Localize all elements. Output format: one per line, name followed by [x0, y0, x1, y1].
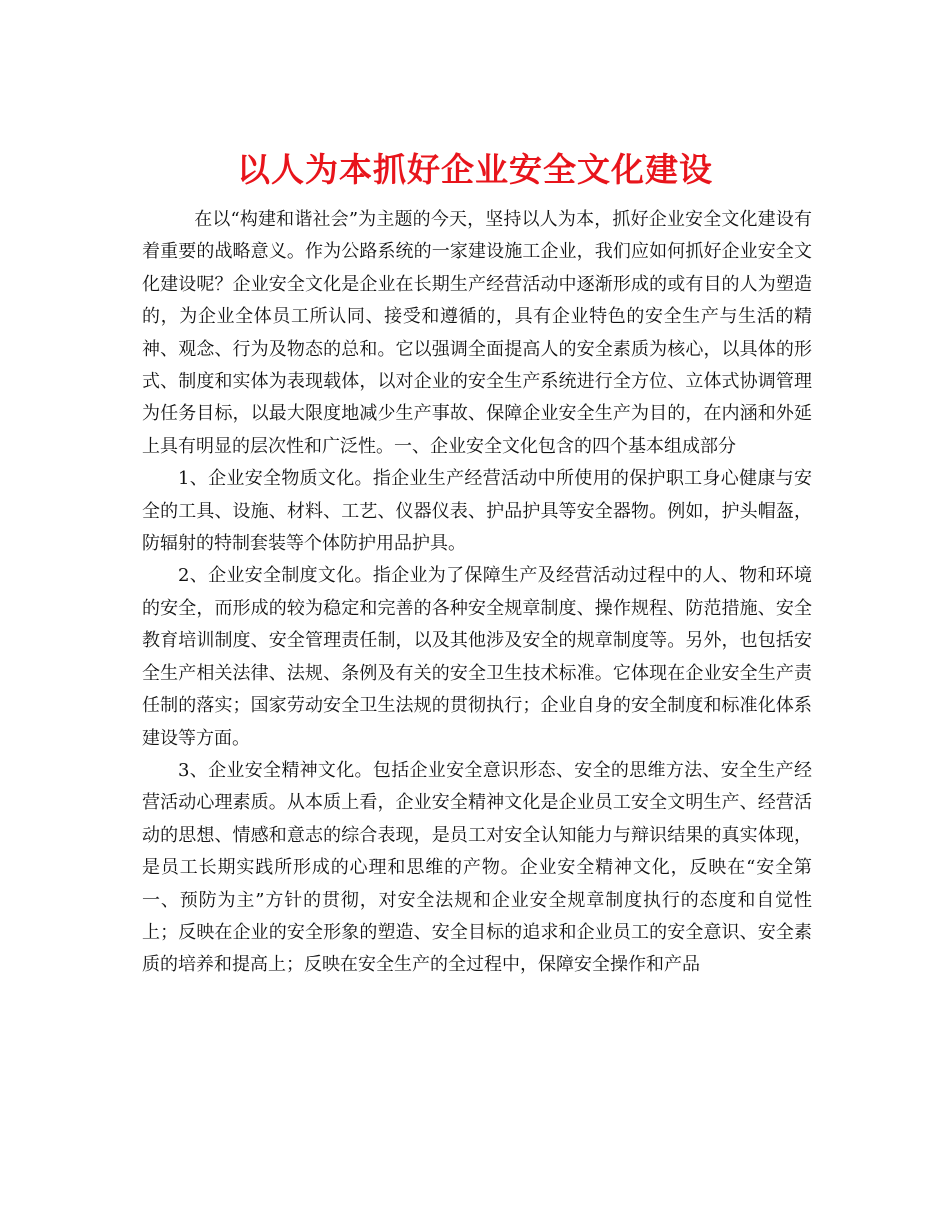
- intro-paragraph: 在以“构建和谐社会”为主题的今天，坚持以人为本，抓好企业安全文化建设有着重要的战略意义。作为公路系统的一家建设施工企业，我们应如何抓好企业安全文化建设呢？企业安全文化是企业在长期生产经营活动中逐渐形成的或有目的人为塑造的，为企业全体员工所认同、接受和遵循的，具有企业特色的安全生产与生活的精神、观念、行为及物态的总和。它以强调全面提高人的安全素质为核心，以具体的形式、制度和实体为表现载体，以对企业的安全生产系统进行全方位、立体式协调管理为任务目标，以最大限度地减少生产事故、保障企业安全生产为目的，在内涵和外延上具有明显的层次性和广泛性。一、企业安全文化包含的四个基本组成部分: [142, 209, 812, 457]
- document-body: [142, 204, 812, 982]
- document-title: 以人为本抓好企业安全文化建设: [237, 150, 713, 190]
- paragraph-material-culture: 1、企业安全物质文化。指企业生产经营活动中所使用的保护职工身心健康与安全的工具、设施、材料、工艺、仪器仪表、护品护具等安全器物。例如，护头帽盔，防辐射的特制套装等个体防护用品护具。: [142, 468, 812, 555]
- paragraph-spiritual-culture: 3、企业安全精神文化。包括企业安全意识形态、安全的思维方法、安全生产经营活动心理素质。从本质上看，企业安全精神文化是企业员工安全文明生产、经营活动的思想、情感和意志的综合表现，是员工对安全认知能力与辩识结果的真实体现，是员工长期实践所形成的心理和思维的产物。企业安全精神文化，反映在“安全第一、预防为主”方针的贯彻，对安全法规和企业安全规章制度执行的态度和自觉性上；反映在企业的安全形象的塑造、安全目标的追求和企业员工的安全意识、安全素质的培养和提高上；反映在安全生产的全过程中，保障安全操作和产品: [142, 759, 812, 976]
- paragraph-institutional-culture: 2、企业安全制度文化。指企业为了保障生产及经营活动过程中的人、物和环境的安全，而形成的较为稳定和完善的各种安全规章制度、操作规程、防范措施、安全教育培训制度、安全管理责任制，以及其他涉及安全的规章制度等。另外，也包括安全生产相关法律、法规、条例及有关的安全卫生技术标准。它体现在企业安全生产责任制的落实；国家劳动安全卫生法规的贯彻执行；企业自身的安全制度和标准化体系建设等方面。: [142, 565, 812, 749]
